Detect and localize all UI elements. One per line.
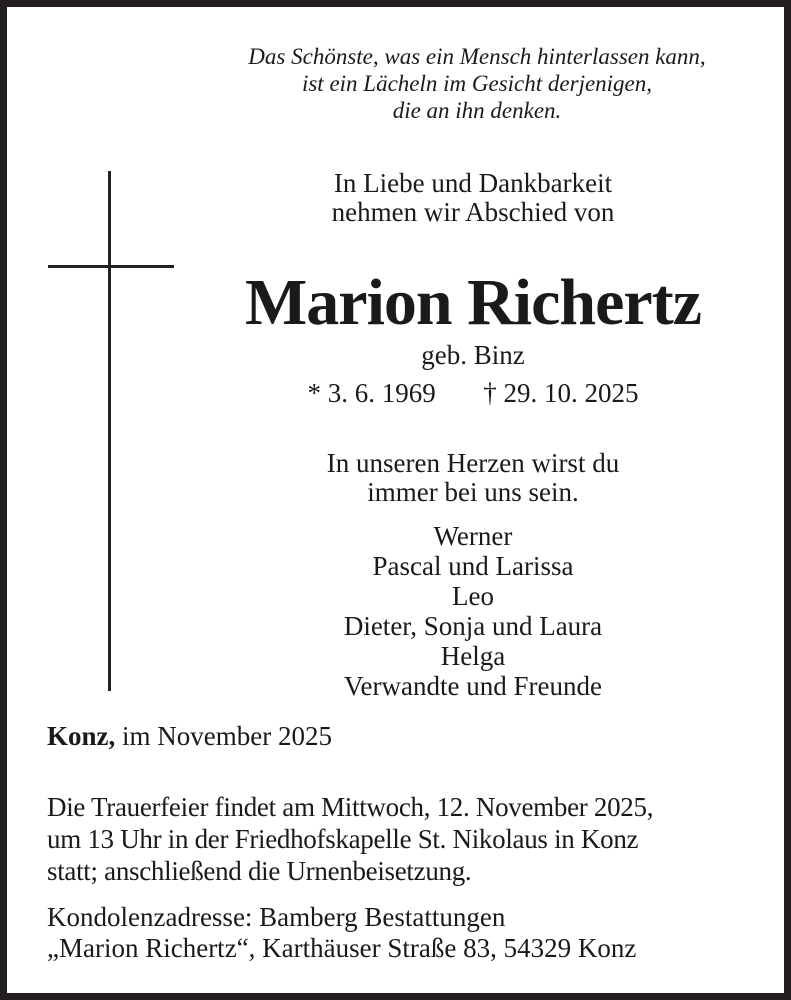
quote [177, 43, 777, 124]
dates [157, 379, 789, 408]
service-line: Die Trauerfeier findet am Mittwoch, 12. November 2025, [47, 792, 654, 822]
condolence-line: „Marion Richertz“, Karthäuser Straße 83, 54329 Konz [47, 933, 637, 963]
verse-line: In unseren Herzen wirst du [326, 448, 620, 478]
mourners [157, 521, 789, 701]
deceased-name: Marion Richertz [245, 266, 701, 339]
mourner: Leo [452, 581, 494, 611]
birth-date: * 3. 6. 1969 [307, 378, 436, 408]
service-line: um 13 Uhr in der Friedhofskapelle St. Nikolaus in Konz [47, 824, 639, 854]
mourner: Werner [433, 521, 513, 551]
verse-line: immer bei uns sein. [367, 477, 579, 507]
place: Konz, [47, 721, 116, 751]
quote-line: die an ihn denken. [392, 98, 562, 123]
condolence-line: Kondolenzadresse: Bamberg Bestattungen [47, 902, 506, 932]
death-date: † 29. 10. 2025 [483, 378, 639, 408]
mourner: Helga [440, 641, 506, 671]
quote-line: ist ein Lächeln im Gesicht derjenigen, [301, 71, 653, 96]
service-info [47, 791, 653, 887]
intro-line: nehmen wir Abschied von [331, 197, 615, 227]
intro-line: In Liebe und Dankbarkeit [333, 168, 613, 198]
intro [157, 169, 789, 227]
maiden-name: geb. Binz [421, 340, 525, 370]
mourner: Pascal und Larissa [372, 551, 574, 581]
service-line: statt; anschließend die Urnenbeisetzung. [47, 856, 472, 886]
date-text: im November 2025 [115, 721, 332, 751]
quote-line: Das Schönste, was ein Mensch hinterlassen kann, [248, 44, 706, 69]
mourner: Dieter, Sonja und Laura [343, 611, 603, 641]
verse [157, 449, 789, 507]
mourner: Verwandte und Freunde [344, 671, 602, 701]
condolence-address [47, 902, 636, 964]
place-date [47, 721, 332, 752]
